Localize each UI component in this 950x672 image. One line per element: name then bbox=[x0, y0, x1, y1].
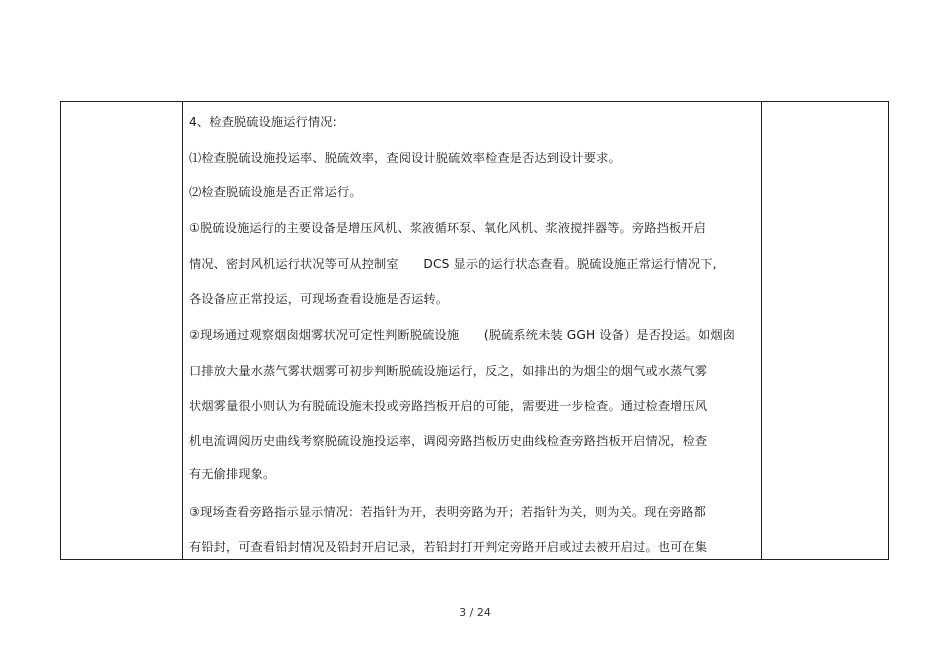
content-table bbox=[60, 101, 889, 560]
table-cell-main bbox=[189, 102, 757, 559]
page-number: 3 / 24 bbox=[459, 606, 491, 619]
text-line: ②现场通过观察烟囱烟雾状况可定性判断脱硫设施 (脱硫系统未装 GGH 设备）是否投运。如烟囱 bbox=[189, 328, 736, 342]
text-line: ①脱硫设施运行的主要设备是增压风机、浆液循环泵、氧化风机、浆液搅拌器等。旁路挡板开启 bbox=[189, 221, 706, 235]
text-line: 机电流调阅历史曲线考察脱硫设施投运率，调阅旁路挡板历史曲线检查旁路挡板开启情况，检查 bbox=[189, 434, 708, 448]
text-line: 状烟雾量很小则认为有脱硫设施未投或旁路挡板开启的可能，需要进一步检查。通过检查增压风 bbox=[189, 399, 708, 413]
text-line: 有无偷排现象。 bbox=[189, 467, 276, 481]
text-line: 4、检查脱硫设施运行情况: bbox=[189, 115, 337, 129]
table-divider-right bbox=[761, 102, 762, 559]
text-line: 有铅封，可查看铅封情况及铅封开启记录，若铅封打开判定旁路开启或过去被开启过。也可在集 bbox=[189, 540, 708, 554]
text-line: 各设备应正常投运，可现场查看设施是否运转。 bbox=[189, 292, 449, 306]
table-divider-left bbox=[182, 102, 183, 559]
text-line: ⑵检查脱硫设施是否正常运行。 bbox=[189, 185, 362, 199]
text-line: 口排放大量水蒸气雾状烟雾可初步判断脱硫设施运行，反之，如排出的为烟尘的烟气或水蒸气雾 bbox=[189, 364, 708, 378]
text-line: ③现场查看旁路指示显示情况：若指针为开，表明旁路为开；若指针为关，则为关。现在旁路都 bbox=[189, 505, 706, 519]
text-line: 情况、密封风机运行状况等可从控制室 DCS 显示的运行状态查看。脱硫设施正常运行情况下, bbox=[189, 257, 717, 271]
text-line: ⑴检查脱硫设施投运率、脱硫效率，查阅设计脱硫效率检查是否达到设计要求。 bbox=[189, 151, 621, 165]
